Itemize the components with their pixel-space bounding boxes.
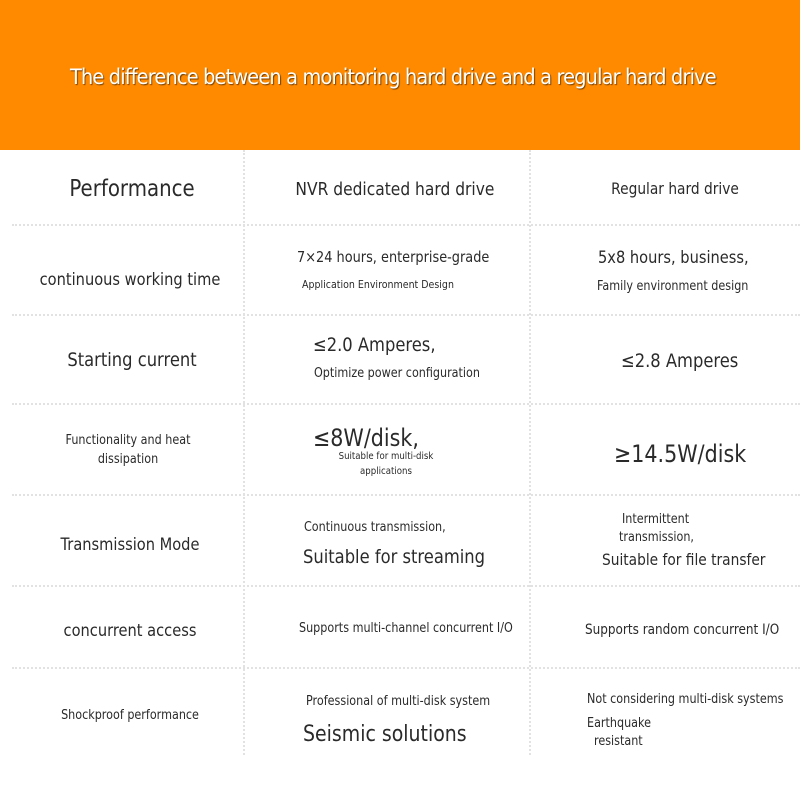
nvr-transmission-line1: Continuous transmission, — [304, 520, 446, 535]
header-nvr-drive: NVR dedicated hard drive — [295, 179, 495, 200]
page-title: The difference between a monitoring hard drive and a regular hard drive — [70, 65, 716, 89]
row-divider — [12, 224, 800, 226]
nvr-heat-line1: ≤8W/disk, — [313, 424, 419, 452]
regular-starting-current: ≤2.8 Amperes — [621, 350, 739, 372]
header-performance: Performance — [69, 176, 195, 202]
row-divider — [12, 667, 800, 669]
nvr-shockproof-line1: Professional of multi-disk system — [306, 694, 491, 709]
regular-working-time-line1: 5x8 hours, business, — [598, 248, 749, 268]
nvr-starting-current-line2: Optimize power configuration — [314, 366, 480, 381]
regular-transmission-line1: Intermittent — [622, 512, 690, 527]
header-regular-drive: Regular hard drive — [611, 179, 739, 198]
row-label-starting-current: Starting current — [67, 349, 197, 371]
regular-transmission-line3: Suitable for file transfer — [602, 550, 766, 569]
nvr-starting-current-line1: ≤2.0 Amperes, — [313, 334, 436, 356]
row-label-heat-dissipation-line1: Functionality and heat — [65, 433, 191, 448]
nvr-transmission-line2: Suitable for streaming — [303, 546, 486, 568]
nvr-working-time-line2: Application Environment Design — [302, 278, 454, 291]
nvr-working-time-line1: 7×24 hours, enterprise-grade — [297, 248, 490, 266]
nvr-concurrent-access: Supports multi-channel concurrent I/O — [299, 621, 513, 636]
row-label-shockproof: Shockproof performance — [61, 708, 199, 723]
row-label-heat-dissipation-line2: dissipation — [97, 452, 159, 467]
regular-working-time-line2: Family environment design — [597, 279, 749, 294]
row-divider — [12, 403, 800, 405]
column-divider — [529, 150, 531, 755]
title-banner — [0, 0, 800, 150]
regular-shockproof-line2: Earthquake — [587, 716, 651, 731]
nvr-heat-line3: applications — [360, 466, 412, 477]
regular-transmission-line2: transmission, — [619, 530, 694, 545]
column-divider — [243, 150, 245, 755]
row-divider — [12, 314, 800, 316]
regular-shockproof-line1: Not considering multi-disk systems — [587, 692, 784, 707]
nvr-heat-line2: Suitable for multi-disk — [338, 451, 434, 462]
row-divider — [12, 585, 800, 587]
row-label-transmission-mode: Transmission Mode — [60, 535, 200, 555]
regular-shockproof-line3: resistant — [594, 734, 643, 749]
row-divider — [12, 494, 800, 496]
nvr-shockproof-line2: Seismic solutions — [303, 722, 467, 747]
regular-concurrent-access: Supports random concurrent I/O — [585, 622, 780, 638]
regular-heat: ≥14.5W/disk — [614, 440, 747, 468]
row-label-concurrent-access: concurrent access — [63, 621, 197, 641]
row-label-working-time: continuous working time — [39, 270, 221, 290]
